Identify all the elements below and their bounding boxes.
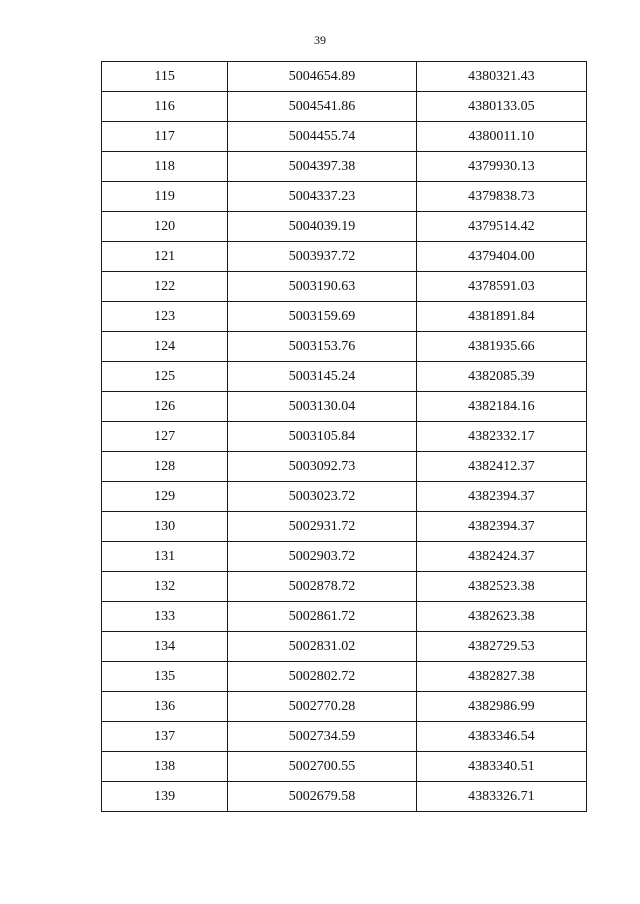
- x-coordinate-cell: 5002903.72: [228, 542, 416, 572]
- y-coordinate-cell: 4380321.43: [416, 62, 586, 92]
- x-coordinate-cell: 5003159.69: [228, 302, 416, 332]
- y-coordinate-cell: 4382394.37: [416, 482, 586, 512]
- point-number-cell: 124: [102, 332, 228, 362]
- y-coordinate-cell: 4382827.38: [416, 662, 586, 692]
- x-coordinate-cell: 5002831.02: [228, 632, 416, 662]
- y-coordinate-cell: 4380011.10: [416, 122, 586, 152]
- x-coordinate-cell: 5003153.76: [228, 332, 416, 362]
- point-number-cell: 115: [102, 62, 228, 92]
- table-row: [102, 752, 587, 782]
- x-coordinate-cell: 5004039.19: [228, 212, 416, 242]
- y-coordinate-cell: 4382394.37: [416, 512, 586, 542]
- table-row: [102, 242, 587, 272]
- table-row: [102, 302, 587, 332]
- x-coordinate-cell: 5004541.86: [228, 92, 416, 122]
- y-coordinate-cell: 4379514.42: [416, 212, 586, 242]
- point-number-cell: 127: [102, 422, 228, 452]
- x-coordinate-cell: 5002878.72: [228, 572, 416, 602]
- y-coordinate-cell: 4383326.71: [416, 782, 586, 812]
- y-coordinate-cell: 4379930.13: [416, 152, 586, 182]
- table-row: [102, 92, 587, 122]
- x-coordinate-cell: 5003145.24: [228, 362, 416, 392]
- y-coordinate-cell: 4379404.00: [416, 242, 586, 272]
- x-coordinate-cell: 5002679.58: [228, 782, 416, 812]
- x-coordinate-cell: 5003023.72: [228, 482, 416, 512]
- coordinate-table-body: [102, 62, 587, 812]
- table-row: [102, 692, 587, 722]
- y-coordinate-cell: 4383346.54: [416, 722, 586, 752]
- y-coordinate-cell: 4382332.17: [416, 422, 586, 452]
- point-number-cell: 137: [102, 722, 228, 752]
- table-row: [102, 272, 587, 302]
- x-coordinate-cell: 5003092.73: [228, 452, 416, 482]
- x-coordinate-cell: 5002861.72: [228, 602, 416, 632]
- point-number-cell: 128: [102, 452, 228, 482]
- table-row: [102, 572, 587, 602]
- x-coordinate-cell: 5002734.59: [228, 722, 416, 752]
- y-coordinate-cell: 4382184.16: [416, 392, 586, 422]
- point-number-cell: 131: [102, 542, 228, 572]
- table-row: [102, 152, 587, 182]
- table-row: [102, 602, 587, 632]
- point-number-cell: 120: [102, 212, 228, 242]
- table-row: [102, 422, 587, 452]
- x-coordinate-cell: 5003190.63: [228, 272, 416, 302]
- table-row: [102, 392, 587, 422]
- point-number-cell: 119: [102, 182, 228, 212]
- table-row: [102, 512, 587, 542]
- x-coordinate-cell: 5002802.72: [228, 662, 416, 692]
- point-number-cell: 129: [102, 482, 228, 512]
- point-number-cell: 135: [102, 662, 228, 692]
- x-coordinate-cell: 5004455.74: [228, 122, 416, 152]
- y-coordinate-cell: 4383340.51: [416, 752, 586, 782]
- table-row: [102, 332, 587, 362]
- table-row: [102, 482, 587, 512]
- table-row: [102, 62, 587, 92]
- y-coordinate-cell: 4382412.37: [416, 452, 586, 482]
- y-coordinate-cell: 4378591.03: [416, 272, 586, 302]
- point-number-cell: 133: [102, 602, 228, 632]
- point-number-cell: 117: [102, 122, 228, 152]
- x-coordinate-cell: 5002931.72: [228, 512, 416, 542]
- point-number-cell: 116: [102, 92, 228, 122]
- table-row: [102, 542, 587, 572]
- point-number-cell: 125: [102, 362, 228, 392]
- x-coordinate-cell: 5003105.84: [228, 422, 416, 452]
- table-row: [102, 362, 587, 392]
- point-number-cell: 122: [102, 272, 228, 302]
- x-coordinate-cell: 5002770.28: [228, 692, 416, 722]
- point-number-cell: 132: [102, 572, 228, 602]
- point-number-cell: 123: [102, 302, 228, 332]
- y-coordinate-cell: 4382523.38: [416, 572, 586, 602]
- y-coordinate-cell: 4379838.73: [416, 182, 586, 212]
- table-row: [102, 182, 587, 212]
- point-number-cell: 138: [102, 752, 228, 782]
- point-number-cell: 126: [102, 392, 228, 422]
- point-number-cell: 121: [102, 242, 228, 272]
- table-row: [102, 122, 587, 152]
- y-coordinate-cell: 4382085.39: [416, 362, 586, 392]
- x-coordinate-cell: 5004654.89: [228, 62, 416, 92]
- y-coordinate-cell: 4381935.66: [416, 332, 586, 362]
- coordinate-table: [101, 61, 587, 812]
- table-row: [102, 662, 587, 692]
- x-coordinate-cell: 5003130.04: [228, 392, 416, 422]
- point-number-cell: 134: [102, 632, 228, 662]
- table-row: [102, 782, 587, 812]
- point-number-cell: 139: [102, 782, 228, 812]
- x-coordinate-cell: 5003937.72: [228, 242, 416, 272]
- table-row: [102, 212, 587, 242]
- x-coordinate-cell: 5004337.23: [228, 182, 416, 212]
- y-coordinate-cell: 4382424.37: [416, 542, 586, 572]
- page-number: 39: [314, 33, 326, 47]
- y-coordinate-cell: 4382623.38: [416, 602, 586, 632]
- y-coordinate-cell: 4381891.84: [416, 302, 586, 332]
- table-row: [102, 452, 587, 482]
- point-number-cell: 136: [102, 692, 228, 722]
- x-coordinate-cell: 5002700.55: [228, 752, 416, 782]
- point-number-cell: 130: [102, 512, 228, 542]
- point-number-cell: 118: [102, 152, 228, 182]
- y-coordinate-cell: 4382729.53: [416, 632, 586, 662]
- table-row: [102, 722, 587, 752]
- y-coordinate-cell: 4380133.05: [416, 92, 586, 122]
- x-coordinate-cell: 5004397.38: [228, 152, 416, 182]
- y-coordinate-cell: 4382986.99: [416, 692, 586, 722]
- table-row: [102, 632, 587, 662]
